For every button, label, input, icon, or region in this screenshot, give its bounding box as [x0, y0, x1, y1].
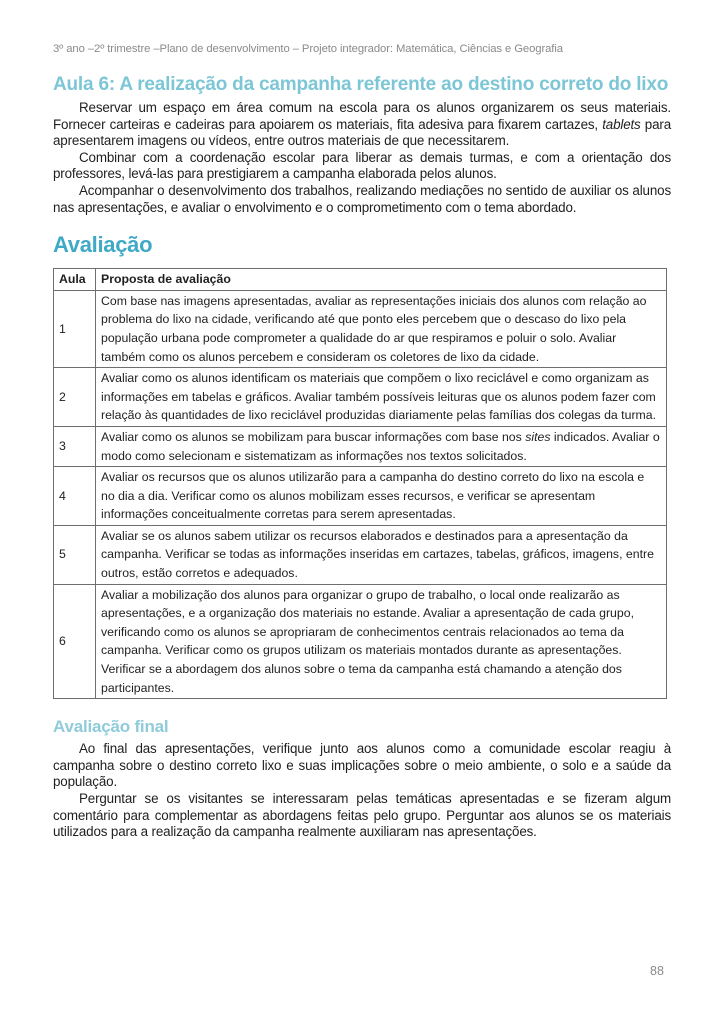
- cell-aula: 3: [54, 426, 96, 466]
- aula-6-paragraph-1: [53, 100, 671, 150]
- emphasis-tablets: tablets: [602, 116, 641, 132]
- avaliacao-final-paragraph-2: Perguntar se os visitantes se interessaram pelas temáticas apresentadas e se fizeram algum comentário para complementar as abordagens feitas pelo grupo. Perguntar aos alunos se os materiais utilizados para a realização da campanha realmente auxiliaram nas apresentações.: [53, 791, 671, 840]
- cell-aula: 1: [54, 290, 96, 367]
- table-header-row: [54, 269, 667, 291]
- cell-aula: 2: [54, 368, 96, 427]
- page-content: [53, 74, 671, 841]
- avaliacao-final-title: Avaliação final: [53, 717, 169, 737]
- text-span: indicados. Avaliar o modo como selecionam e sistematizam as informações nos textos solicitados.: [101, 429, 660, 463]
- table-row: [54, 290, 667, 367]
- cell-aula: 4: [54, 467, 96, 526]
- running-header: 3º ano –2º trimestre –Plano de desenvolvimento – Projeto integrador: Matemática, Ciências e Geografia: [53, 43, 563, 55]
- cell-proposta: [96, 426, 667, 466]
- column-header-aula: Aula: [54, 269, 96, 291]
- table-row: [54, 525, 667, 584]
- cell-proposta: Avaliar os recursos que os alunos utilizarão para a campanha do destino correto do lixo na escola e no dia a dia. Verificar como os alunos mobilizam esses recursos, e verificar se apresentam informações conceitualmente corretas para serem apresentadas.: [96, 467, 667, 526]
- column-header-proposta: Proposta de avaliação: [96, 269, 667, 291]
- cell-aula: 6: [54, 584, 96, 699]
- cell-proposta: Avaliar se os alunos sabem utilizar os recursos elaborados e destinados para a apresentação da campanha. Verificar se todas as informações inseridas em cartazes, tabelas, gráficos, imagens, entre outros, estão corretos e adequados.: [96, 525, 667, 584]
- text-span: Avaliar como os alunos se mobilizam para buscar informações com base nos: [101, 429, 526, 444]
- aula-6-title: Aula 6: A realização da campanha referente ao destino correto do lixo: [53, 74, 669, 95]
- text-span: Reservar um espaço em área comum na escola para os alunos organizarem os seus materiais. Fornecer carteiras e cadeiras para apoiarem os materiais, fita adesiva para fixarem cartazes,: [53, 100, 671, 132]
- avaliacao-final-paragraph-1: Ao final das apresentações, verifique junto aos alunos como a comunidade escolar reagiu à campanha sobre o destino correto lixo e suas implicações sobre o meio ambiente, o solo e a saúde da população.: [53, 741, 671, 790]
- table-row: [54, 467, 667, 526]
- table-row: [54, 368, 667, 427]
- cell-proposta: Avaliar como os alunos identificam os materiais que compõem o lixo reciclável e como organizam as informações em tabelas e gráficos. Avaliar também possíveis leituras que os alunos podem fazer com relação às quantidades de lixo reciclável produzidas diariamente pelas famílias dos colegas da turma.: [96, 368, 667, 427]
- avaliacao-title: Avaliação: [53, 232, 153, 258]
- table-row: [54, 584, 667, 699]
- aula-6-paragraph-2: Combinar com a coordenação escolar para liberar as demais turmas, e com a orientação dos professores, levá-las para prestigiarem a campanha elaborada pelos alunos.: [53, 149, 671, 182]
- aula-6-paragraph-3: Acompanhar o desenvolvimento dos trabalhos, realizando mediações no sentido de auxiliar os alunos nas apresentações, e avaliar o envolvimento e o comprometimento com o tema abordado.: [53, 182, 671, 215]
- cell-proposta: Avaliar a mobilização dos alunos para organizar o grupo de trabalho, o local onde realizarão as apresentações, e a organização dos materiais no estande. Avaliar a apresentação de cada grupo, verificando como os alunos se apropriaram de conhecimentos centrais relacionados ao tema da campanha. Verificar como os grupos utilizam os materiais montados durante as apresentações. Verificar se a abordagem dos alunos sobre o tema da campanha está chamando a atenção dos participantes.: [96, 584, 667, 699]
- table-row: [54, 426, 667, 466]
- cell-aula: 5: [54, 525, 96, 584]
- avaliacao-table: [53, 268, 667, 699]
- emphasis-sites: sites: [525, 429, 551, 444]
- cell-proposta: Com base nas imagens apresentadas, avaliar as representações iniciais dos alunos com relação ao problema do lixo na cidade, verificando até que ponto eles percebem que o descaso do lixo pela população urbana pode comprometer a qualidade do ar que respiramos e poluir o solo. Avaliar também como os alunos percebem e consideram os coletores de lixo da cidade.: [96, 290, 667, 367]
- page-number: 88: [650, 964, 664, 978]
- text-span: para apresentarem imagens ou vídeos, entre outros materiais de que necessitarem.: [53, 116, 672, 149]
